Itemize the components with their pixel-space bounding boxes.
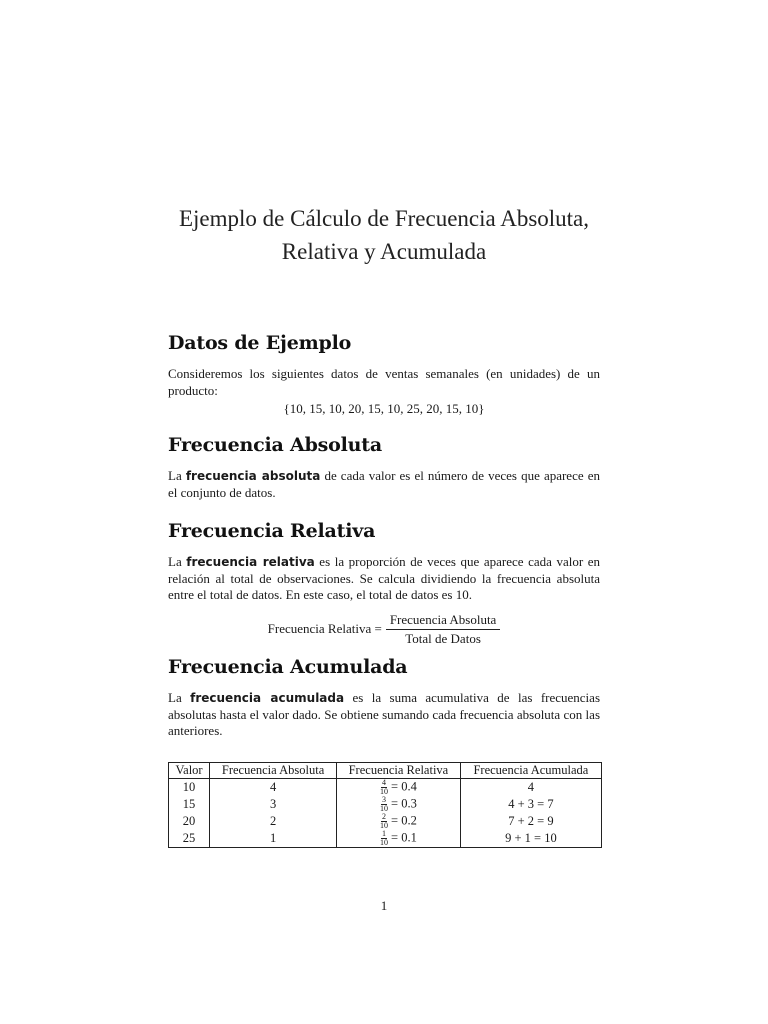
section-acumulada <box>168 656 600 740</box>
cell-relativa <box>337 813 461 830</box>
column-header-relativa: Frecuencia Relativa <box>337 763 461 779</box>
fraction-numerator: 4 <box>382 778 387 787</box>
relative-value: = 0.3 <box>391 796 417 811</box>
text-after: de cada valor es el número de veces que aparece en el conjunto de datos. <box>168 468 600 500</box>
section-paragraph: Consideremos los siguientes datos de ventas semanales (en unidades) de un producto: <box>168 366 600 398</box>
fraction-numerator: 2 <box>382 812 387 821</box>
dataset-set: {10, 15, 10, 20, 15, 10, 25, 20, 15, 10} <box>283 401 485 416</box>
table-row <box>169 830 602 848</box>
fraction <box>380 813 388 830</box>
section-datos <box>168 332 600 417</box>
title-line-1: Ejemplo de Cálculo de Frecuencia Absoluta, <box>178 206 590 231</box>
fraction <box>380 796 388 813</box>
fraction-denominator: 10 <box>380 821 389 830</box>
cell-relativa <box>337 779 461 797</box>
document-title <box>0 202 768 268</box>
term-bold: frecuencia absoluta <box>185 469 321 483</box>
page-number: 1 <box>380 898 388 913</box>
cell-valor: 20 <box>182 814 196 828</box>
cell-absoluta: 4 <box>210 779 337 797</box>
cell-valor: 25 <box>182 831 196 845</box>
section-absoluta <box>168 434 600 501</box>
cell-valor: 15 <box>182 797 196 811</box>
frequency-table <box>168 762 602 848</box>
column-header-valor: Valor <box>169 763 210 779</box>
relative-value: = 0.4 <box>391 779 417 794</box>
cell-relativa <box>337 830 461 848</box>
text-before: La <box>168 468 186 483</box>
section-heading: Datos de Ejemplo <box>168 332 352 354</box>
fraction-numerator: 1 <box>382 829 387 838</box>
fraction-numerator: 3 <box>382 795 387 804</box>
section-heading: Frecuencia Relativa <box>168 520 376 542</box>
section-paragraph <box>168 468 600 501</box>
section-heading: Frecuencia Absoluta <box>168 434 382 456</box>
section-relativa <box>168 520 600 647</box>
table-header-row <box>169 763 602 779</box>
cell-acumulada: 4 + 3 = 7 <box>460 796 601 813</box>
text-after: es la proporción de veces que aparece cada valor en relación al total de observaciones. Se calcula dividiendo la frecuencia absoluta entre el total de datos. En este caso, el total de datos es 10. <box>168 554 600 602</box>
fraction-denominator: 10 <box>380 787 389 796</box>
cell-absoluta: 1 <box>210 830 337 848</box>
table-row <box>169 779 602 797</box>
cell-acumulada: 7 + 2 = 9 <box>460 813 601 830</box>
formula-numerator: Frecuencia Absoluta <box>386 612 501 630</box>
fraction-denominator: 10 <box>380 804 389 813</box>
formula-fraction <box>386 612 501 647</box>
relative-value: = 0.1 <box>391 830 417 845</box>
term-bold: frecuencia acumulada <box>190 691 345 705</box>
cell-acumulada: 4 <box>460 779 601 797</box>
relative-value: = 0.2 <box>391 813 417 828</box>
cell-valor: 10 <box>182 780 196 794</box>
table-row <box>169 796 602 813</box>
formula-denominator: Total de Datos <box>405 630 481 646</box>
text-before: La <box>168 690 191 705</box>
relative-frequency-formula <box>168 612 600 647</box>
text-before: La <box>168 554 187 569</box>
column-header-acumulada: Frecuencia Acumulada <box>460 763 601 779</box>
title-line-2: Relativa y Acumulada <box>281 239 487 264</box>
fraction-denominator: 10 <box>380 838 389 847</box>
table-row <box>169 813 602 830</box>
fraction <box>380 779 388 796</box>
section-paragraph <box>168 690 600 740</box>
fraction <box>380 830 388 847</box>
cell-acumulada: 9 + 1 = 10 <box>460 830 601 848</box>
term-bold: frecuencia relativa <box>186 555 315 569</box>
cell-relativa <box>337 796 461 813</box>
formula-lhs: Frecuencia Relativa = <box>267 621 382 636</box>
text-after: es la suma acumulativa de las frecuencias absolutas hasta el valor dado. Se obtiene sumando cada frecuencia absoluta con las anteriores. <box>168 690 600 738</box>
cell-absoluta: 3 <box>210 796 337 813</box>
section-paragraph <box>168 554 600 604</box>
column-header-absoluta: Frecuencia Absoluta <box>210 763 337 779</box>
cell-absoluta: 2 <box>210 813 337 830</box>
section-heading: Frecuencia Acumulada <box>168 656 408 678</box>
